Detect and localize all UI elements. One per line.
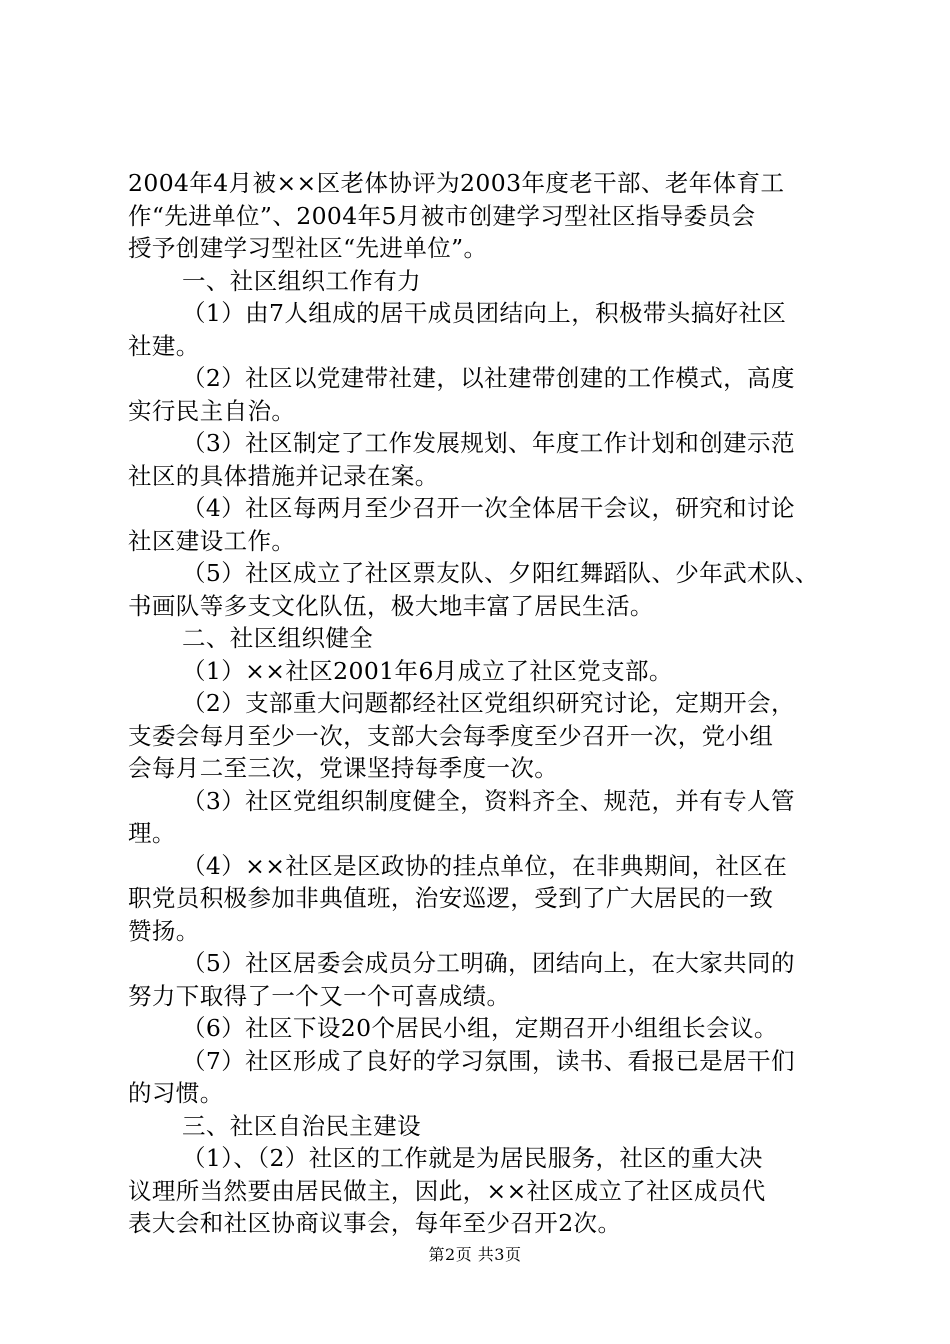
text-line: 赞扬。 — [128, 916, 200, 945]
text-line: （1）、（2）社区的工作就是为居民服务，社区的重大决 — [182, 1144, 763, 1172]
text-line: （5）社区居委会成员分工明确，团结向上，在大家共同的 — [182, 949, 795, 977]
text-line: 努力下取得了一个又一个可喜成绩。 — [128, 981, 511, 1010]
text-line: （1）由7人组成的居干成员团结向上，积极带头搞好社区 — [182, 299, 787, 327]
text-line: （3）社区制定了工作发展规划、年度工作计划和创建示范 — [182, 429, 795, 457]
page-footer: 第2页 共3页 — [428, 1245, 522, 1264]
text-line: 表大会和社区协商议事会，每年至少召开2次。 — [128, 1209, 622, 1237]
text-line: 的习惯。 — [128, 1079, 224, 1107]
text-line: （5）社区成立了社区票友队、夕阳红舞蹈队、少年武术队、 — [182, 559, 819, 587]
text-line: 社区建设工作。 — [128, 526, 296, 555]
document-body — [128, 167, 838, 1240]
text-line: （7）社区形成了良好的学习氛围，读书、看报已是居干们 — [182, 1046, 795, 1075]
text-line: （3）社区党组织制度健全，资料齐全、规范，并有专人管 — [182, 786, 795, 815]
text-line: （1）××社区2001年6月成立了社区党支部。 — [182, 656, 673, 685]
text-line: （2）社区以党建带社建，以社建带创建的工作模式，高度 — [182, 364, 795, 392]
text-line: 社建。 — [128, 331, 200, 360]
text-line: 会每月二至三次，党课坚持每季度一次。 — [128, 754, 559, 782]
text-line: （4）××社区是区政协的挂点单位，在非典期间，社区在 — [182, 851, 788, 880]
text-line: 书画队等多支文化队伍，极大地丰富了居民生活。 — [128, 591, 654, 620]
text-line: 授予创建学习型社区“先进单位”。 — [128, 234, 488, 262]
text-line: 支委会每月至少一次，支部大会每季度至少召开一次，党小组 — [128, 721, 774, 750]
text-line: 议理所当然要由居民做主，因此，××社区成立了社区成员代 — [128, 1176, 766, 1205]
text-line: 实行民主自治。 — [128, 396, 296, 425]
text-line: 作“先进单位”、2004年5月被市创建学习型社区指导委员会 — [128, 201, 756, 230]
text-line: 社区的具体措施并记录在案。 — [128, 461, 439, 490]
text-line: （6）社区下设20个居民小组，定期召开小组组长会议。 — [182, 1014, 778, 1042]
text-line: 三、社区自治民主建设 — [182, 1111, 421, 1140]
text-line: 2004年4月被××区老体协评为2003年度老干部、老年体育工 — [128, 169, 785, 197]
text-line: （4）社区每两月至少召开一次全体居干会议，研究和讨论 — [182, 494, 795, 522]
text-line: 一、社区组织工作有力 — [182, 266, 421, 295]
text-line: 理。 — [128, 819, 176, 847]
text-line: （2）支部重大问题都经社区党组织研究讨论，定期开会， — [182, 689, 795, 717]
text-line: 职党员积极参加非典值班，治安巡逻，受到了广大居民的一致 — [128, 884, 774, 912]
text-line: 二、社区组织健全 — [182, 624, 374, 652]
